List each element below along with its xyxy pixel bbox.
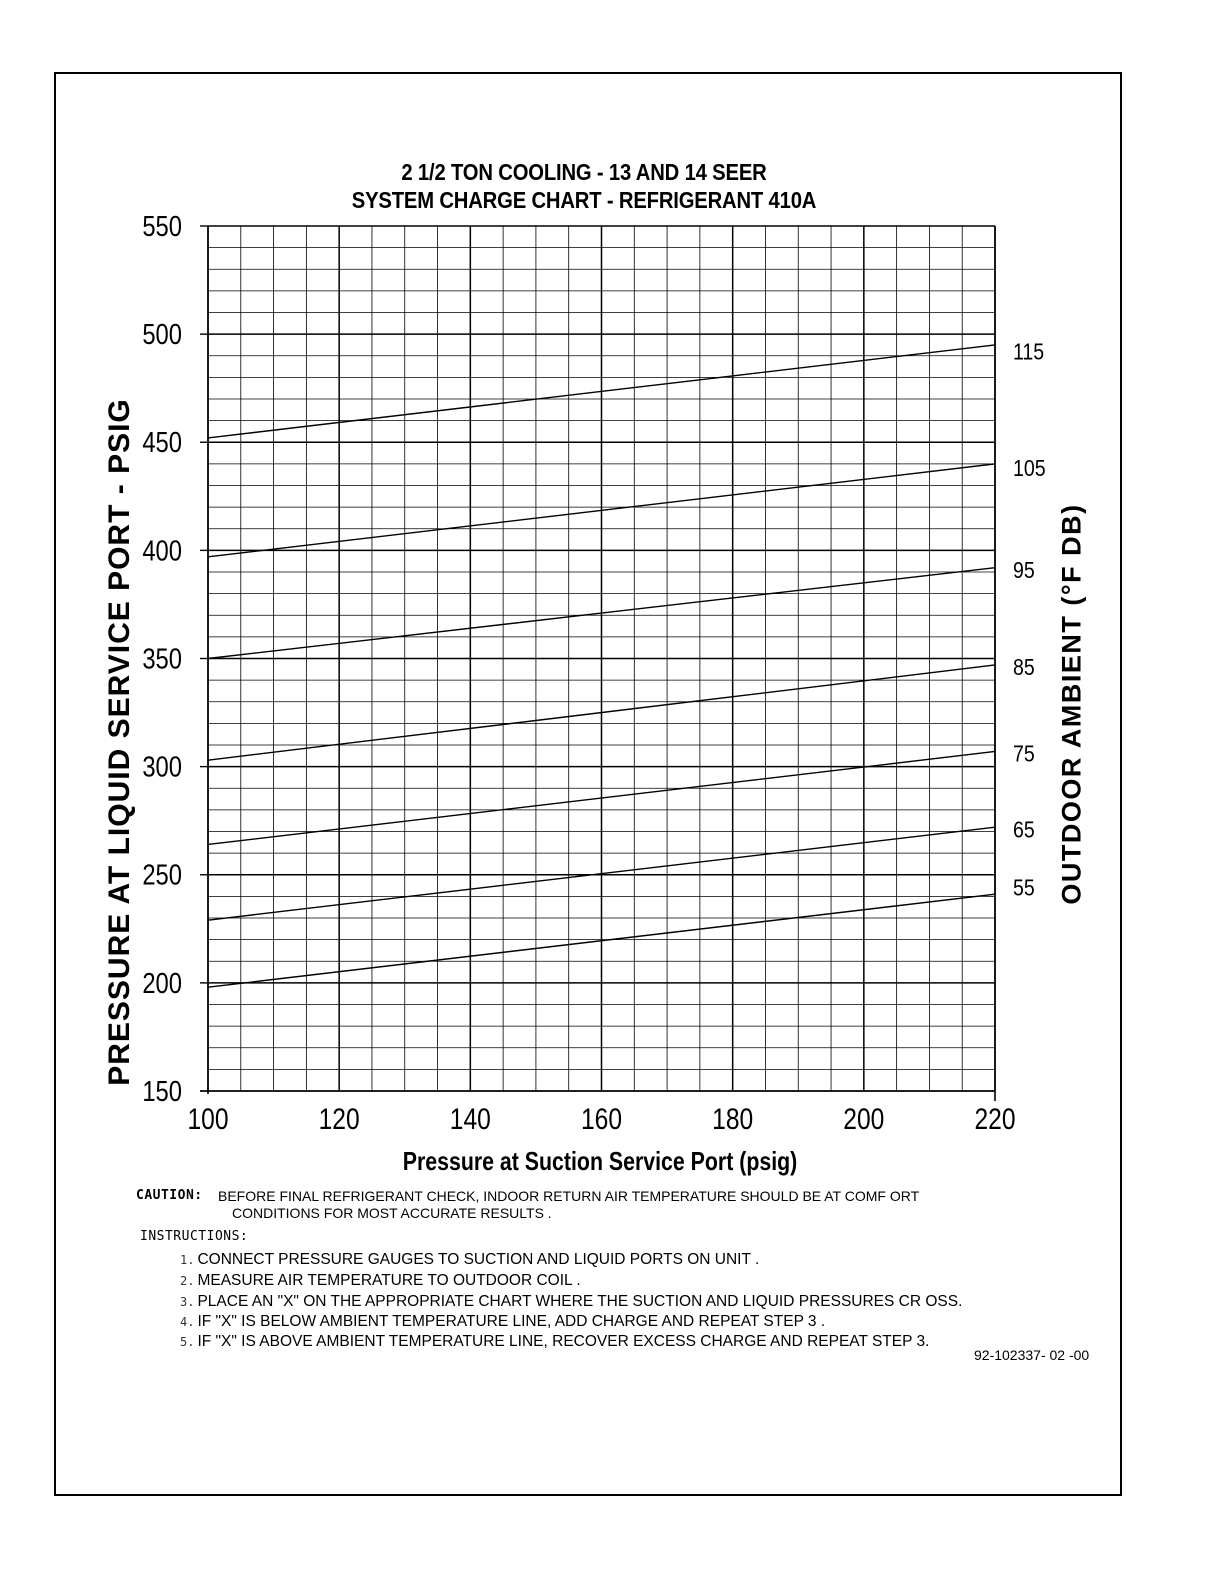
instruction-step xyxy=(180,1313,825,1331)
instructions-heading: INSTRUCTIONS: xyxy=(140,1229,249,1244)
caution-text: BEFORE FINAL REFRIGERANT CHECK, INDOOR RETURN AIR TEMPERATURE SHOULD BE AT COMF ORT xyxy=(218,1188,920,1204)
step-number: 3. xyxy=(180,1295,195,1309)
instruction-step xyxy=(180,1251,759,1269)
step-number: 2. xyxy=(180,1274,195,1288)
ambient-label: 55 xyxy=(1013,875,1035,902)
y-tick-label: 200 xyxy=(142,966,182,1000)
step-number: 5. xyxy=(180,1335,195,1349)
x-axis-label: Pressure at Suction Service Port (psig) xyxy=(402,1146,798,1176)
part-number: 92-102337- 02 -00 xyxy=(974,1347,1090,1363)
step-number: 4. xyxy=(180,1315,195,1329)
secondary-axis-label: OUTDOOR AMBIENT (°F DB) xyxy=(1056,503,1087,905)
y-tick-label: 350 xyxy=(142,642,182,676)
y-tick-label: 150 xyxy=(142,1074,182,1108)
caution-tag: CAUTION: xyxy=(136,1188,203,1203)
instruction-step xyxy=(180,1333,929,1351)
y-tick-label: 250 xyxy=(142,858,182,892)
ambient-labels xyxy=(1013,339,1046,901)
axes xyxy=(200,226,995,1101)
ambient-label: 85 xyxy=(1013,654,1035,681)
instruction-step xyxy=(180,1272,581,1290)
step-number: 1. xyxy=(180,1253,195,1267)
ambient-label: 105 xyxy=(1013,455,1046,482)
caution-text-cont: CONDITIONS FOR MOST ACCURATE RESULTS . xyxy=(232,1205,552,1221)
ambient-label: 75 xyxy=(1013,741,1035,768)
x-tick-label: 120 xyxy=(318,1101,360,1136)
y-tick-label: 500 xyxy=(142,317,182,351)
chart-subtitle: SYSTEM CHARGE CHART - REFRIGERANT 410A xyxy=(351,187,817,213)
ambient-label: 95 xyxy=(1013,557,1035,584)
y-tick-label: 300 xyxy=(142,750,182,784)
x-tick-label: 180 xyxy=(712,1101,754,1136)
step-text: MEASURE AIR TEMPERATURE TO OUTDOOR COIL . xyxy=(197,1272,581,1289)
y-tick-label: 550 xyxy=(142,209,182,243)
ambient-label: 65 xyxy=(1013,816,1035,843)
step-text: IF "X" IS BELOW AMBIENT TEMPERATURE LINE, ADD CHARGE AND REPEAT STEP 3 . xyxy=(197,1313,826,1330)
x-tick-label: 140 xyxy=(449,1101,491,1136)
x-tick-label: 200 xyxy=(843,1101,885,1136)
y-tick-label: 450 xyxy=(142,426,182,459)
y-tick-labels xyxy=(142,210,182,1108)
instruction-step xyxy=(180,1293,962,1311)
x-tick-label: 160 xyxy=(580,1101,623,1136)
step-text: PLACE AN "X" ON THE APPROPRIATE CHART WHERE THE SUCTION AND LIQUID PRESSURES CR OSS. xyxy=(197,1293,963,1310)
x-tick-label: 100 xyxy=(187,1101,229,1136)
step-text: CONNECT PRESSURE GAUGES TO SUCTION AND LIQUID PORTS ON UNIT . xyxy=(197,1251,760,1268)
step-text: IF "X" IS ABOVE AMBIENT TEMPERATURE LINE, RECOVER EXCESS CHARGE AND REPEAT STEP 3. xyxy=(197,1333,930,1350)
chart-title: 2 1/2 TON COOLING - 13 AND 14 SEER xyxy=(401,159,767,185)
ambient-label: 115 xyxy=(1013,338,1045,365)
x-tick-label: 220 xyxy=(974,1101,1016,1136)
y-axis-label: PRESSURE AT LIQUID SERVICE PORT - PSIG xyxy=(103,398,136,1086)
x-tick-labels xyxy=(187,1102,1015,1136)
y-tick-label: 400 xyxy=(142,534,182,567)
